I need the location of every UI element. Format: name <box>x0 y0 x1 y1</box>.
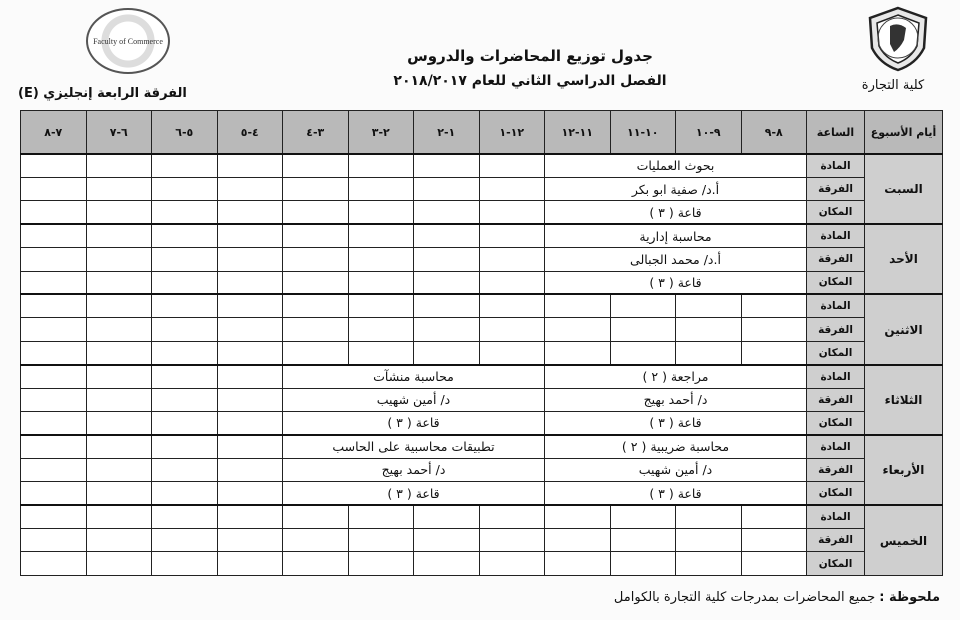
time-slot-header: ١-٢ <box>414 111 480 155</box>
time-slot-header: ١٠-١١ <box>610 111 676 155</box>
empty-cell <box>545 505 611 528</box>
day-name: السبت <box>865 154 943 224</box>
empty-cell <box>21 154 87 177</box>
empty-cell <box>479 224 545 247</box>
empty-cell <box>217 201 283 224</box>
empty-cell <box>217 411 283 434</box>
empty-cell <box>348 341 414 364</box>
lecture-lecturer: د/ أمين شهيب <box>283 388 545 411</box>
empty-cell <box>86 552 152 576</box>
empty-cell <box>741 529 807 552</box>
empty-cell <box>479 201 545 224</box>
empty-cell <box>348 248 414 271</box>
university-crest-icon <box>866 6 930 72</box>
empty-cell <box>152 529 218 552</box>
lecture-subject: تطبيقات محاسبية على الحاسب <box>283 435 545 458</box>
empty-cell <box>479 294 545 317</box>
schedule-row <box>21 341 943 364</box>
lecture-lecturer: أ.د/ صفية ابو بكر <box>545 177 807 200</box>
empty-cell <box>479 529 545 552</box>
empty-cell <box>348 154 414 177</box>
empty-cell <box>217 458 283 481</box>
time-slot-header: ٨-٩ <box>741 111 807 155</box>
semester-title: الفصل الدراسي الثاني للعام ٢٠١٨/٢٠١٧ <box>393 73 667 89</box>
time-slot-header: ٦-٧ <box>86 111 152 155</box>
day-name: الخميس <box>865 505 943 575</box>
time-column-header: الساعة <box>807 111 865 155</box>
empty-cell <box>479 154 545 177</box>
empty-cell <box>152 458 218 481</box>
empty-cell <box>414 271 480 294</box>
schedule-row <box>21 224 943 247</box>
empty-cell <box>86 505 152 528</box>
empty-cell <box>414 224 480 247</box>
empty-cell <box>610 294 676 317</box>
empty-cell <box>21 505 87 528</box>
empty-cell <box>676 529 742 552</box>
empty-cell <box>152 435 218 458</box>
row-label-lecturer: الفرقة <box>807 177 865 200</box>
empty-cell <box>86 341 152 364</box>
row-label-place: المكان <box>807 341 865 364</box>
lecture-subject: مراجعة ( ٢ ) <box>545 365 807 388</box>
empty-cell <box>86 388 152 411</box>
empty-cell <box>676 552 742 576</box>
row-label-subject: المادة <box>807 505 865 528</box>
empty-cell <box>610 529 676 552</box>
faculty-name: كلية التجارة <box>861 78 925 93</box>
empty-cell <box>21 529 87 552</box>
schedule-table <box>20 110 943 576</box>
empty-cell <box>676 318 742 341</box>
lecture-subject: محاسبة منشآت <box>283 365 545 388</box>
time-slot-header: ٩-١٠ <box>676 111 742 155</box>
page-title: جدول توزيع المحاضرات والدروس <box>407 47 653 65</box>
empty-cell <box>21 458 87 481</box>
empty-cell <box>741 294 807 317</box>
day-name: الأحد <box>865 224 943 294</box>
empty-cell <box>152 505 218 528</box>
empty-cell <box>610 505 676 528</box>
empty-cell <box>152 294 218 317</box>
empty-cell <box>86 294 152 317</box>
schedule-row <box>21 248 943 271</box>
empty-cell <box>479 318 545 341</box>
empty-cell <box>414 201 480 224</box>
empty-cell <box>152 224 218 247</box>
time-slot-header: ٧-٨ <box>21 111 87 155</box>
time-slot-header: ٢-٣ <box>348 111 414 155</box>
lecture-place: قاعة ( ٣ ) <box>545 201 807 224</box>
row-label-subject: المادة <box>807 224 865 247</box>
empty-cell <box>21 271 87 294</box>
empty-cell <box>217 552 283 576</box>
lecture-lecturer: د/ أمين شهيب <box>545 458 807 481</box>
empty-cell <box>152 365 218 388</box>
schedule-header-row <box>21 111 943 155</box>
footer-note <box>400 590 940 605</box>
empty-cell <box>545 318 611 341</box>
empty-cell <box>348 177 414 200</box>
schedule-row <box>21 388 943 411</box>
empty-cell <box>21 482 87 505</box>
empty-cell <box>283 154 349 177</box>
schedule-row <box>21 294 943 317</box>
day-name: الثلاثاء <box>865 365 943 435</box>
empty-cell <box>283 318 349 341</box>
empty-cell <box>283 505 349 528</box>
schedule-row <box>21 435 943 458</box>
empty-cell <box>283 248 349 271</box>
empty-cell <box>152 248 218 271</box>
empty-cell <box>217 435 283 458</box>
empty-cell <box>21 224 87 247</box>
empty-cell <box>217 482 283 505</box>
empty-cell <box>414 529 480 552</box>
empty-cell <box>21 552 87 576</box>
empty-cell <box>283 294 349 317</box>
empty-cell <box>152 177 218 200</box>
empty-cell <box>86 248 152 271</box>
schedule-row <box>21 271 943 294</box>
empty-cell <box>348 224 414 247</box>
logo-left-text: Faculty of Commerce <box>93 36 163 46</box>
empty-cell <box>152 318 218 341</box>
empty-cell <box>21 388 87 411</box>
empty-cell <box>152 201 218 224</box>
lecture-place: قاعة ( ٣ ) <box>283 411 545 434</box>
lecture-place: قاعة ( ٣ ) <box>283 482 545 505</box>
note-text: جميع المحاضرات بمدرجات كلية التجارة بالكوامل <box>613 590 876 605</box>
empty-cell <box>86 224 152 247</box>
empty-cell <box>741 552 807 576</box>
empty-cell <box>348 505 414 528</box>
empty-cell <box>545 552 611 576</box>
day-name: الاثنين <box>865 294 943 364</box>
row-label-place: المكان <box>807 201 865 224</box>
row-label-place: المكان <box>807 411 865 434</box>
empty-cell <box>545 529 611 552</box>
empty-cell <box>152 411 218 434</box>
empty-cell <box>479 552 545 576</box>
schedule-row <box>21 411 943 434</box>
empty-cell <box>86 365 152 388</box>
row-label-lecturer: الفرقة <box>807 529 865 552</box>
empty-cell <box>545 294 611 317</box>
empty-cell <box>86 201 152 224</box>
empty-cell <box>86 318 152 341</box>
empty-cell <box>741 341 807 364</box>
empty-cell <box>152 154 218 177</box>
row-label-lecturer: الفرقة <box>807 458 865 481</box>
empty-cell <box>610 552 676 576</box>
empty-cell <box>348 271 414 294</box>
empty-cell <box>217 388 283 411</box>
empty-cell <box>741 505 807 528</box>
empty-cell <box>676 505 742 528</box>
group-label: الفرقة الرابعة إنجليزي (E) <box>18 86 187 101</box>
empty-cell <box>86 482 152 505</box>
row-label-place: المكان <box>807 482 865 505</box>
lecture-lecturer: د/ أحمد بهيج <box>283 458 545 481</box>
empty-cell <box>152 271 218 294</box>
empty-cell <box>283 201 349 224</box>
empty-cell <box>610 341 676 364</box>
empty-cell <box>21 341 87 364</box>
row-label-place: المكان <box>807 552 865 576</box>
empty-cell <box>217 318 283 341</box>
empty-cell <box>479 271 545 294</box>
row-label-subject: المادة <box>807 154 865 177</box>
row-label-lecturer: الفرقة <box>807 388 865 411</box>
empty-cell <box>21 294 87 317</box>
empty-cell <box>86 271 152 294</box>
note-label: ملحوظة : <box>879 590 940 605</box>
schedule-row <box>21 552 943 576</box>
empty-cell <box>414 154 480 177</box>
schedule-row <box>21 482 943 505</box>
empty-cell <box>217 154 283 177</box>
lecture-subject: بحوث العمليات <box>545 154 807 177</box>
schedule-row <box>21 365 943 388</box>
empty-cell <box>479 505 545 528</box>
empty-cell <box>86 411 152 434</box>
empty-cell <box>283 341 349 364</box>
empty-cell <box>479 177 545 200</box>
empty-cell <box>217 529 283 552</box>
row-label-subject: المادة <box>807 435 865 458</box>
empty-cell <box>86 458 152 481</box>
empty-cell <box>86 177 152 200</box>
time-slot-header: ١١-١٢ <box>545 111 611 155</box>
row-label-lecturer: الفرقة <box>807 318 865 341</box>
row-label-place: المكان <box>807 271 865 294</box>
empty-cell <box>283 552 349 576</box>
lecture-subject: محاسبة ضريبية ( ٢ ) <box>545 435 807 458</box>
empty-cell <box>610 318 676 341</box>
empty-cell <box>217 248 283 271</box>
empty-cell <box>414 177 480 200</box>
row-label-lecturer: الفرقة <box>807 248 865 271</box>
empty-cell <box>283 271 349 294</box>
schedule-row <box>21 177 943 200</box>
empty-cell <box>676 294 742 317</box>
day-name: الأربعاء <box>865 435 943 505</box>
lecture-lecturer: د/ أحمد بهيج <box>545 388 807 411</box>
empty-cell <box>86 529 152 552</box>
empty-cell <box>21 435 87 458</box>
empty-cell <box>21 248 87 271</box>
time-slot-header: ٥-٦ <box>152 111 218 155</box>
lecture-place: قاعة ( ٣ ) <box>545 411 807 434</box>
empty-cell <box>152 388 218 411</box>
empty-cell <box>479 341 545 364</box>
empty-cell <box>283 224 349 247</box>
empty-cell <box>217 271 283 294</box>
empty-cell <box>414 294 480 317</box>
empty-cell <box>21 177 87 200</box>
empty-cell <box>21 201 87 224</box>
empty-cell <box>152 482 218 505</box>
empty-cell <box>217 365 283 388</box>
faculty-logo-left <box>86 8 170 74</box>
lecture-place: قاعة ( ٣ ) <box>545 271 807 294</box>
empty-cell <box>217 341 283 364</box>
empty-cell <box>21 365 87 388</box>
time-slot-header: ١٢-١ <box>479 111 545 155</box>
empty-cell <box>348 318 414 341</box>
empty-cell <box>414 248 480 271</box>
empty-cell <box>152 552 218 576</box>
empty-cell <box>348 529 414 552</box>
empty-cell <box>348 201 414 224</box>
lecture-lecturer: أ.د/ محمد الجبالى <box>545 248 807 271</box>
row-label-subject: المادة <box>807 365 865 388</box>
empty-cell <box>348 552 414 576</box>
time-slot-header: ٣-٤ <box>283 111 349 155</box>
day-column-header: أيام الأسبوع <box>865 111 943 155</box>
schedule-row <box>21 458 943 481</box>
empty-cell <box>414 505 480 528</box>
empty-cell <box>217 294 283 317</box>
empty-cell <box>545 341 611 364</box>
empty-cell <box>86 154 152 177</box>
empty-cell <box>217 177 283 200</box>
empty-cell <box>21 318 87 341</box>
empty-cell <box>283 177 349 200</box>
schedule-row <box>21 505 943 528</box>
lecture-place: قاعة ( ٣ ) <box>545 482 807 505</box>
empty-cell <box>21 411 87 434</box>
empty-cell <box>348 294 414 317</box>
empty-cell <box>414 552 480 576</box>
schedule-row <box>21 154 943 177</box>
row-label-subject: المادة <box>807 294 865 317</box>
empty-cell <box>152 341 218 364</box>
empty-cell <box>479 248 545 271</box>
schedule-row <box>21 529 943 552</box>
lecture-subject: محاسبة إدارية <box>545 224 807 247</box>
empty-cell <box>741 318 807 341</box>
empty-cell <box>86 435 152 458</box>
empty-cell <box>414 318 480 341</box>
empty-cell <box>414 341 480 364</box>
empty-cell <box>217 505 283 528</box>
schedule-row <box>21 201 943 224</box>
empty-cell <box>217 224 283 247</box>
empty-cell <box>283 529 349 552</box>
time-slot-header: ٤-٥ <box>217 111 283 155</box>
empty-cell <box>676 341 742 364</box>
schedule-row <box>21 318 943 341</box>
